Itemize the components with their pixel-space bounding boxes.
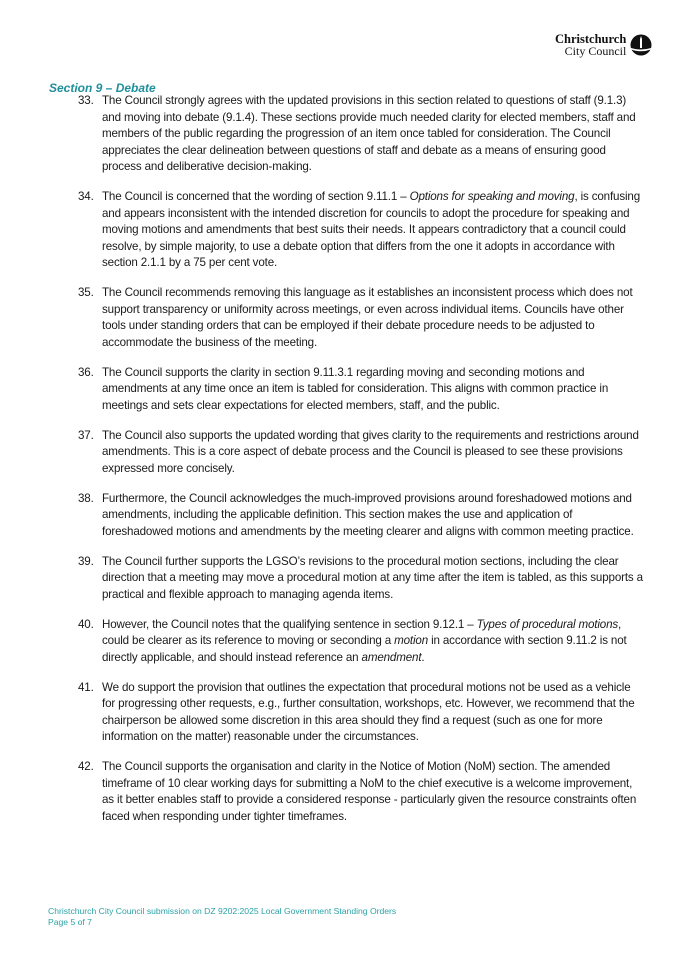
logo-line-1: Christchurch [555, 32, 627, 46]
text-segment: The Council recommends removing this language as it establishes an inconsistent process which does not support transparency or uniformity across meetings, or even across individual items. Councils have other tools under standing orders that can be employed if their debate procedure needs to be adjusted to accommodate the business of the meeting. [102, 286, 633, 349]
paragraph-text [102, 617, 643, 667]
paragraph-number: 42. [78, 760, 94, 773]
paragraph-text [102, 491, 643, 541]
paragraph-item [78, 189, 643, 272]
text-segment: Furthermore, the Council acknowledges the much-improved provisions around foreshadowed motions and amendments, including the applicable definition. This section makes the use and application of foreshadowed motions and amendments by the meeting clearer and aligns with common meeting practice. [102, 491, 634, 538]
page-footer [48, 906, 396, 928]
text-segment: The Council supports the organisation and clarity in the Notice of Motion (NoM) section. The amended timeframe of 10 clear working days for submitting a NoM to the chief executive is a welcome improvement, as it better enables staff to provide a considered response - particularly given the resource constraints often faced when responding under tighter timeframes. [102, 760, 637, 823]
paragraph-number: 34. [78, 190, 94, 203]
council-logo [555, 33, 652, 57]
logo-line-2: City Council [564, 44, 627, 58]
paragraph-text [102, 428, 643, 478]
paragraph-item [78, 680, 643, 746]
text-segment: , could be clearer as its reference to moving or seconding a [102, 617, 622, 647]
paragraph-item [78, 285, 643, 351]
text-segment: . [421, 650, 425, 664]
paragraph-text [102, 759, 643, 825]
text-segment: The Council supports the clarity in section 9.11.3.1 regarding moving and seconding motions and amendments at any time once an item is tabled for consideration. This aligns with common practice in meetings and sets clear expectations for elected members, staff, and the public. [102, 365, 609, 412]
paragraph-item [78, 491, 643, 541]
paragraph-item [78, 93, 643, 176]
text-segment: However, the Council notes that the qualifying sentence in section 9.12.1 – [102, 617, 477, 631]
italic-text-segment: Types of procedural motions [476, 617, 619, 631]
paragraph-text [102, 285, 643, 351]
paragraph-item [78, 365, 643, 415]
paragraph-text [102, 93, 643, 176]
paragraph-text [102, 680, 643, 746]
paragraph-number: 38. [78, 491, 94, 505]
paragraph-number: 35. [78, 286, 94, 299]
paragraph-text [102, 365, 643, 415]
text-segment: The Council also supports the updated wording that gives clarity to the requirements and restrictions around amendments. This is a core aspect of debate process and the Council is pleased to see these provisions expressed more concisely. [102, 428, 639, 475]
paragraph-number: 33. [78, 94, 94, 107]
text-segment: , is confusing and appears inconsistent with the intended discretion for councils to adopt the procedure for speaking and moving motions and amendments that best suits their needs. It appears contradictory that a council could resolve, by simple majority, to use a debate option that differs from the one it adopts in accordance with section 2.1.1 by a 75 per cent vote. [102, 190, 641, 269]
footer-document-title: Christchurch City Council submission on DZ 9202:2025 Local Government Standing Orders [48, 906, 397, 916]
text-segment: The Council further supports the LGSO’s revisions to the procedural motion sections, including the clear direction that a meeting may move a procedural motion at any time after the item is tabled, as this supports a practical and flexible approach to managing agenda items. [102, 554, 643, 601]
paragraph-text [102, 189, 643, 272]
section-title: Section 9 – Debate [49, 81, 156, 95]
paragraph-text [102, 554, 643, 604]
paragraph-number: 40. [78, 617, 94, 631]
cathedral-logo-icon [630, 34, 652, 56]
paragraph-item [78, 554, 643, 604]
italic-text-segment: amendment [361, 650, 422, 664]
paragraph-number: 37. [78, 428, 94, 442]
text-segment: The Council strongly agrees with the updated provisions in this section related to questions of staff (9.1.3) and moving into debate (9.1.4). These sections provide much needed clarity for elected members, staff and members of the public regarding the progression of an item once tabled for consideration. The Council appreciates the clear delineation between questions of staff and debate as a means of ensuring good process and deliberative decision-making. [102, 94, 636, 173]
italic-text-segment: motion [394, 634, 429, 647]
paragraph-item [78, 617, 643, 667]
paragraph-item [78, 428, 643, 478]
text-segment: We do support the provision that outlines the expectation that procedural motions not be used as a vehicle for progressing other requests, e.g., further consultation, workshops, etc. However, we recommend that the chairperson be allowed some discretion in this area should they find a request (such as one for more information on the matter) reasonable under the circumstances. [102, 680, 635, 743]
text-segment: The Council is concerned that the wording of section 9.11.1 – [102, 190, 410, 203]
paragraph-number: 39. [78, 554, 94, 568]
text-segment: in accordance with section 9.11.2 is not directly applicable, and should instead reference an [102, 634, 627, 664]
italic-text-segment: Options for speaking and moving [409, 190, 575, 203]
paragraph-item [78, 759, 643, 825]
paragraph-number: 41. [78, 680, 94, 694]
logo-text [555, 33, 626, 57]
footer-page-number: Page 5 of 7 [48, 917, 92, 927]
paragraph-number: 36. [78, 365, 94, 379]
numbered-paragraph-list [78, 93, 643, 839]
